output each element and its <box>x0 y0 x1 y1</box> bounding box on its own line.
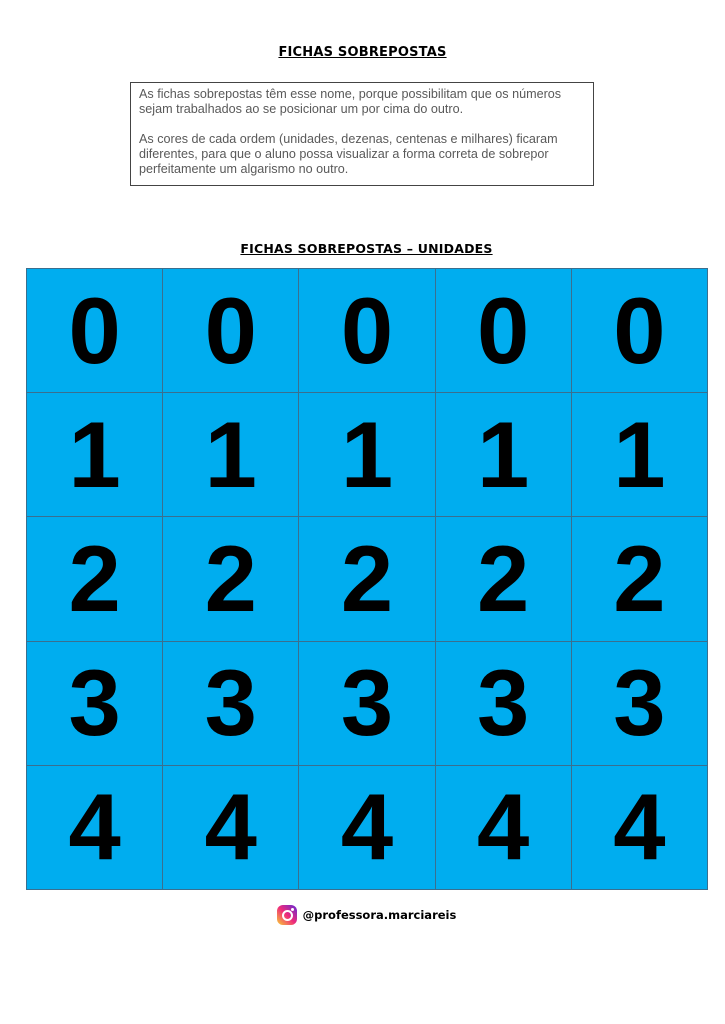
card-digit: 4 <box>68 774 121 880</box>
number-card <box>436 766 572 890</box>
footer <box>0 905 725 925</box>
card-digit: 1 <box>204 401 257 507</box>
card-digit: 2 <box>68 525 121 631</box>
number-card <box>163 517 299 641</box>
number-card <box>299 393 435 517</box>
number-card <box>572 269 708 393</box>
instagram-handle: @professora.marciareis <box>302 908 457 922</box>
number-card <box>299 766 435 890</box>
number-card <box>572 517 708 641</box>
card-digit: 1 <box>477 401 530 507</box>
page-title: FICHAS SOBREPOSTAS <box>278 45 447 60</box>
cards-grid <box>26 268 708 890</box>
number-card <box>436 517 572 641</box>
number-card <box>27 517 163 641</box>
intro-paragraph-2: As cores de cada ordem (unidades, dezenas, centenas e milhares) ficaram diferentes, para que o aluno possa visualizar a forma correta de sobrepor perfeitamente um algarismo no outro. <box>139 132 558 176</box>
number-card <box>572 393 708 517</box>
card-digit: 2 <box>340 525 394 631</box>
card-digit: 4 <box>613 774 666 880</box>
card-digit: 0 <box>477 277 530 383</box>
number-card <box>163 766 299 890</box>
number-card <box>572 642 708 766</box>
card-digit: 1 <box>68 401 121 507</box>
number-card <box>27 269 163 393</box>
number-card <box>27 642 163 766</box>
card-digit: 4 <box>477 774 530 880</box>
card-digit: 2 <box>477 525 530 631</box>
card-digit: 2 <box>204 525 257 631</box>
card-digit: 1 <box>340 401 394 507</box>
number-card <box>299 517 435 641</box>
number-card <box>436 269 572 393</box>
card-digit: 1 <box>613 401 666 507</box>
card-digit: 3 <box>204 650 257 756</box>
card-digit: 3 <box>613 650 666 756</box>
number-card <box>572 766 708 890</box>
card-digit: 3 <box>477 650 530 756</box>
card-digit: 3 <box>68 650 121 756</box>
card-digit: 4 <box>204 774 257 880</box>
number-card <box>163 269 299 393</box>
section-title: FICHAS SOBREPOSTAS – UNIDADES <box>240 241 493 256</box>
intro-box <box>130 82 594 186</box>
card-digit: 4 <box>340 774 394 880</box>
card-digit: 0 <box>340 277 394 383</box>
number-card <box>163 393 299 517</box>
number-card <box>299 269 435 393</box>
card-digit: 0 <box>68 277 121 383</box>
number-card <box>436 393 572 517</box>
card-digit: 2 <box>613 525 666 631</box>
card-digit: 0 <box>204 277 257 383</box>
intro-paragraph-1: As fichas sobrepostas têm esse nome, porque possibilitam que os números sejam trabalhados ao se posicionar um por cima do outro. <box>139 87 562 116</box>
number-card <box>163 642 299 766</box>
card-digit: 3 <box>340 650 394 756</box>
number-card <box>27 393 163 517</box>
card-digit: 0 <box>613 277 666 383</box>
number-card <box>299 642 435 766</box>
number-card <box>436 642 572 766</box>
instagram-icon <box>277 905 297 925</box>
number-card <box>27 766 163 890</box>
